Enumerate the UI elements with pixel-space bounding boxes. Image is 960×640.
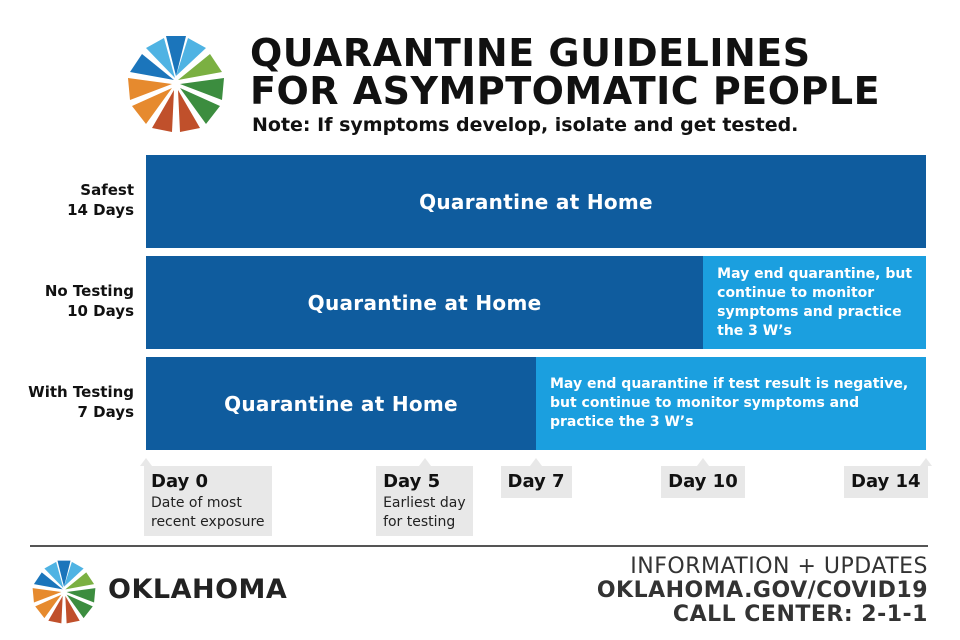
after-quarantine-text: May end quarantine, but continue to monitor symptoms and practice the 3 W’s xyxy=(717,265,913,339)
quarantine-bar-no-testing xyxy=(146,256,703,349)
day-5-marker xyxy=(376,466,473,536)
quarantine-bar-safest xyxy=(146,155,926,248)
day-0-tick xyxy=(140,458,152,466)
quarantine-label: Quarantine at Home xyxy=(307,290,542,315)
day-description: Date of most xyxy=(151,495,242,511)
day-7-tick xyxy=(530,458,542,466)
day-label: Day 7 xyxy=(507,471,565,492)
note-text: Note: If symptoms develop, isolate and get tested. xyxy=(252,114,799,136)
oklahoma-star-logo-icon xyxy=(30,558,98,626)
day-14-tick xyxy=(920,458,932,466)
title-line-2: FOR ASYMPTOMATIC PEOPLE xyxy=(250,69,881,113)
day-5-tick xyxy=(419,458,431,466)
quarantine-label: Quarantine at Home xyxy=(419,189,653,214)
title-line-1: QUARANTINE GUIDELINES xyxy=(250,31,811,75)
day-0-marker xyxy=(144,466,272,536)
after-quarantine-bar-no-testing xyxy=(703,256,926,349)
row-label-line1: With Testing xyxy=(28,383,134,401)
day-10-marker xyxy=(661,466,745,498)
day-label: Day 10 xyxy=(668,471,738,492)
quarantine-bar-with-testing xyxy=(146,357,536,450)
info-website: OKLAHOMA.GOV/COVID19 xyxy=(596,578,928,603)
day-10-tick xyxy=(697,458,709,466)
day-description: recent exposure xyxy=(151,514,265,530)
row-label-no-testing xyxy=(45,281,134,321)
after-quarantine-text: May end quarantine if test result is negative, but continue to monitor symptoms and practice the 3 W’s xyxy=(550,376,909,430)
day-14-marker xyxy=(844,466,928,498)
row-label-line1: Safest xyxy=(80,181,134,199)
info-call-center: CALL CENTER: 2-1-1 xyxy=(672,602,928,627)
day-label: Day 5 xyxy=(383,471,441,492)
row-label-with-testing xyxy=(28,382,134,422)
day-label: Day 14 xyxy=(851,471,921,492)
day-description: Earliest day xyxy=(383,495,466,511)
row-label-line2: 10 Days xyxy=(67,302,134,320)
info-heading: INFORMATION + UPDATES xyxy=(630,554,928,579)
row-label-line2: 14 Days xyxy=(67,201,134,219)
row-label-line2: 7 Days xyxy=(77,403,134,421)
row-label-line1: No Testing xyxy=(44,282,134,300)
day-label: Day 0 xyxy=(151,471,209,492)
oklahoma-star-logo-icon xyxy=(124,32,228,136)
after-quarantine-bar-with-testing xyxy=(536,357,926,450)
state-wordmark: OKLAHOMA xyxy=(108,574,288,605)
footer-divider xyxy=(30,545,928,547)
day-7-marker xyxy=(501,466,572,498)
quarantine-label: Quarantine at Home xyxy=(224,391,458,416)
day-description: for testing xyxy=(383,514,456,530)
row-label-safest xyxy=(67,180,134,220)
